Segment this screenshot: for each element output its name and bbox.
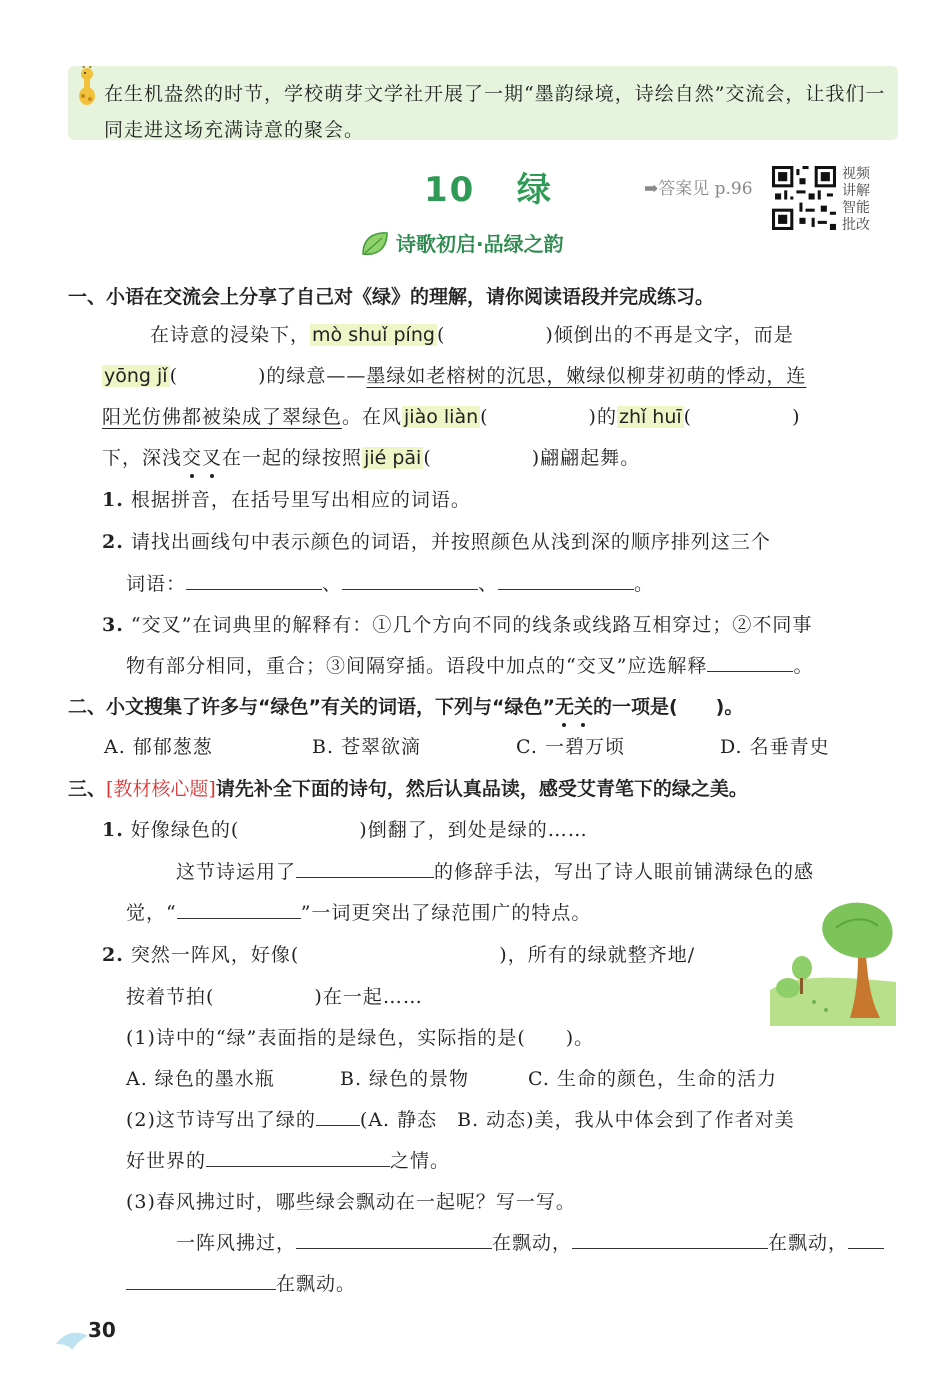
answer-reference[interactable]: ➡答案见 p.96 <box>644 179 753 199</box>
item-number: 3. <box>102 614 124 636</box>
dotted-char-guan: 关 <box>573 696 593 718</box>
q1-sub3-cont <box>126 651 813 678</box>
answer-blank[interactable] <box>707 653 793 672</box>
item-text: ”一词更突出了绿范围广的特点。 <box>300 902 592 924</box>
item-text: (2)这节诗写出了绿的 <box>126 1109 316 1131</box>
answer-blank[interactable] <box>848 1230 884 1249</box>
separator: 、 <box>478 573 499 595</box>
item-text: 在飘动， <box>768 1232 849 1254</box>
q3-write-line1 <box>176 1228 884 1255</box>
qr-code[interactable] <box>772 166 836 230</box>
q1-passage-line4 <box>102 443 640 470</box>
separator: 、 <box>322 573 343 595</box>
item-text: 一阵风拂过， <box>176 1232 297 1254</box>
dotted-char-cha: 叉 <box>202 447 223 469</box>
heading-text: 二、小文搜集了许多与“绿色”有关的词语，下列与“绿色” <box>68 696 555 718</box>
q1-passage-line3 <box>102 402 801 429</box>
passage-text: 下，深浅 <box>102 447 183 469</box>
item-text: 在飘动， <box>492 1232 573 1254</box>
q2-option-c[interactable]: C. 一碧万顷 <box>516 736 625 758</box>
q1-sub3 <box>102 610 812 637</box>
q1-passage-line1 <box>150 320 794 347</box>
q3-sub2-line2[interactable]: 按着节拍( )在一起…… <box>126 986 423 1008</box>
item-text: 这节诗运用了 <box>176 861 297 883</box>
pinyin-zhihui: zhǐ huī <box>618 406 682 428</box>
q1-sub2 <box>102 527 771 554</box>
answer-blank-1[interactable] <box>186 571 322 590</box>
answer-blank[interactable] <box>206 1148 390 1167</box>
answer-bracket[interactable]: ( )翩翩起舞。 <box>423 447 641 469</box>
pinyin-jiepai: jié pāi <box>364 447 422 469</box>
answer-bracket[interactable]: ( )的绿意—— <box>169 365 367 387</box>
passage-text: 在一起的绿按照 <box>222 447 363 469</box>
q3-write-line2 <box>126 1269 356 1296</box>
q3-sub2-part3: (3)春风拂过时，哪些绿会飘动在一起呢？写一写。 <box>126 1191 576 1213</box>
qr-label: 视频讲解 智能批改 <box>842 166 870 233</box>
intro-banner <box>68 66 898 140</box>
q3-sub2 <box>102 940 695 967</box>
item-text: 好世界的 <box>126 1150 207 1172</box>
core-question-tag: [教材核心题] <box>106 778 216 800</box>
answer-blank[interactable] <box>177 900 301 919</box>
item-number: 1. <box>102 489 124 511</box>
punctuation: 。 <box>634 573 655 595</box>
item-text: 根据拼音，在括号里写出相应的词语。 <box>130 489 471 511</box>
answer-blank[interactable] <box>126 1271 276 1290</box>
answer-blank-2[interactable] <box>342 571 478 590</box>
answer-blank-3[interactable] <box>498 571 634 590</box>
pinyin-yongji: yōng jǐ <box>104 365 168 387</box>
item-text: 词语： <box>126 573 187 595</box>
q2-option-d[interactable]: D. 名垂青史 <box>720 736 830 758</box>
answer-bracket[interactable]: ( ) <box>683 406 801 428</box>
dotted-char-jiao: 交 <box>182 447 203 469</box>
item-number: 2. <box>102 531 124 553</box>
item-text[interactable]: 好像绿色的( )倒翻了，到处是绿的…… <box>130 819 588 841</box>
item-text: “交叉”在词典里的解释有：①几个方向不同的线条或线路互相穿过；②不同事 <box>130 614 813 636</box>
q1-sub1 <box>102 485 471 512</box>
answer-bracket[interactable]: 的一项是( )。 <box>592 696 744 718</box>
answer-bracket[interactable]: ( )倾倒出的不再是文字，而是 <box>436 324 794 346</box>
q3-sub2-part1[interactable]: (1)诗中的“绿”表面指的是绿色，实际指的是( )。 <box>126 1027 595 1049</box>
lesson-name: 绿 <box>516 170 553 210</box>
item-text: 请找出画线句中表示颜色的词语，并按照颜色从浅到深的顺序排列这三个 <box>130 531 771 553</box>
answer-blank[interactable] <box>296 1230 492 1249</box>
item-text: 物有部分相同，重合；③间隔穿插。语段中加点的“交叉”应选解释 <box>126 655 708 677</box>
answer-bracket[interactable]: ( )的 <box>480 406 617 428</box>
item-text: 之情。 <box>390 1150 451 1172</box>
item-text: (A. 静态 B. 动态)美，我从中体会到了作者对美 <box>359 1109 795 1131</box>
underlined-sentence-1: 墨绿如老榕树的沉思，嫩绿似柳芽初萌的悸动，连 <box>366 365 807 387</box>
answer-blank[interactable] <box>316 1107 360 1126</box>
giraffe-icon <box>74 66 100 106</box>
q3-sub2-part1-option-a[interactable]: A. 绿色的墨水瓶 <box>126 1068 275 1090</box>
item-text: 的修辞手法，写出了诗人眼前铺满绿色的感 <box>434 861 815 883</box>
item-text: 觉，“ <box>126 902 177 924</box>
item-number: 2. <box>102 944 124 966</box>
q3-sub2-part1-option-c[interactable]: C. 生命的颜色，生命的活力 <box>528 1068 777 1090</box>
q3-sub1-line3 <box>126 898 591 925</box>
item-text: 在飘动。 <box>276 1273 357 1295</box>
q1-passage-line2 <box>102 361 806 388</box>
pinyin-jiaolian: jiào liàn <box>404 406 479 428</box>
q1-heading: 一、小语在交流会上分享了自己对《绿》的理解，请你阅读语段并完成练习。 <box>68 286 715 308</box>
item-number: 1. <box>102 819 124 841</box>
q3-sub2-part1-option-b[interactable]: B. 绿色的景物 <box>340 1068 470 1090</box>
leaf-icon <box>360 230 390 258</box>
q2-option-a[interactable]: A. 郁郁葱葱 <box>104 736 213 758</box>
punctuation: 。 <box>793 655 814 677</box>
q3-sub1 <box>102 815 588 842</box>
lesson-number: 10 <box>424 170 476 210</box>
page-number: 30 <box>88 1318 116 1342</box>
dolphin-icon <box>54 1322 90 1352</box>
q2-option-b[interactable]: B. 苍翠欲滴 <box>312 736 422 758</box>
q3-sub1-line2 <box>176 857 814 884</box>
tree-illustration <box>766 898 900 1026</box>
answer-blank[interactable] <box>296 859 434 878</box>
section-title: 诗歌初启·品绿之韵 <box>396 232 564 256</box>
passage-text: 在诗意的浸染下， <box>150 324 311 346</box>
q3-sub2-part2 <box>126 1105 795 1132</box>
passage-text: 。在风 <box>342 406 403 428</box>
q2-heading <box>68 692 743 719</box>
answer-blank[interactable] <box>572 1230 768 1249</box>
heading-text: 三、 <box>68 778 107 800</box>
q1-sub2-answer <box>126 569 654 596</box>
q3-sub2-part2-line2 <box>126 1146 450 1173</box>
heading-text: 请先补全下面的诗句，然后认真品读，感受艾青笔下的绿之美。 <box>215 778 748 800</box>
q3-heading <box>68 774 748 801</box>
dotted-char-wu: 无 <box>554 696 574 718</box>
intro-text: 在生机盎然的时节，学校萌芽文学社开展了一期“墨韵绿境，诗绘自然”交流会，让我们一同走进这场充满诗意的聚会。 <box>104 83 886 141</box>
item-text[interactable]: 突然一阵风，好像( )，所有的绿就整齐地/ <box>130 944 696 966</box>
pinyin-moshuiping: mò shuǐ píng <box>312 324 435 346</box>
underlined-sentence-2: 阳光仿佛都被染成了翠绿色 <box>102 406 343 428</box>
lesson-title <box>424 162 553 211</box>
